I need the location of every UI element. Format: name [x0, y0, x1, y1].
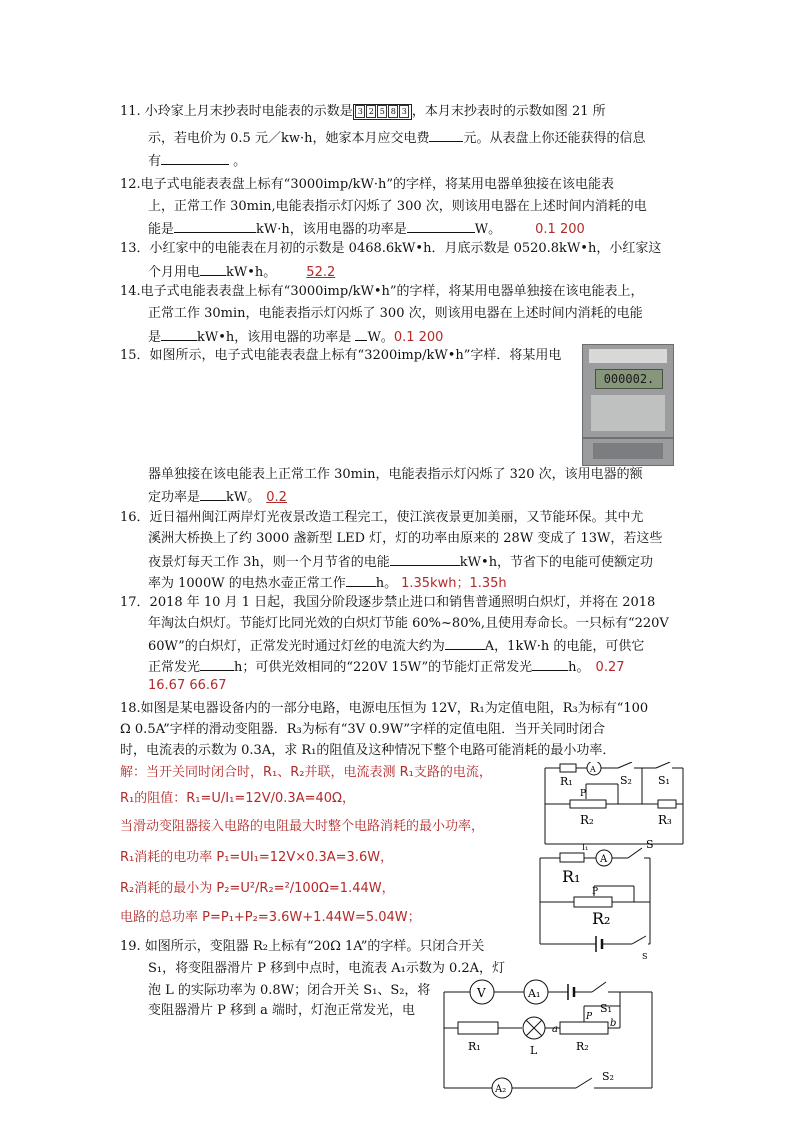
q15-line3 — [148, 487, 287, 507]
label-r2: R₂ — [592, 909, 611, 928]
answer-blank — [355, 327, 367, 341]
q18-line1: 18.如图是某电器设备内的一部分电路，电源电压恒为 12V，R₁为定值电阻，R₃为标有“100 — [120, 701, 649, 716]
q12-line1: 12.电子式电能表表盘上标有“3000imp/kW·h”的字样，将某用电器单独接在该电能表 — [120, 177, 614, 192]
meter-digit: 8 — [388, 105, 398, 118]
label-r1: R₁ — [468, 1040, 481, 1053]
q18-solution-4: R₁消耗的电功率 P₁=UI₁=12V×0.3A=3.6W， — [120, 850, 394, 865]
switch-s-bottom — [632, 936, 646, 944]
answer-blank — [407, 219, 475, 233]
switch-s — [628, 848, 642, 858]
meter-digit: 3 — [355, 105, 365, 118]
q15-text: kW。 — [226, 490, 261, 505]
label-p: P — [592, 887, 599, 897]
circuit-diagram-2 — [538, 838, 666, 962]
q16-text: h。 — [375, 576, 398, 591]
q11-text: 示，若电价为 0.5 元／kw·h，她家本月应交电费 — [148, 131, 430, 146]
label-a: A — [590, 765, 596, 774]
q12-line3 — [148, 219, 585, 239]
q13-line2 — [148, 262, 335, 282]
q13-text: 个月用电 — [148, 265, 201, 280]
q12-line2: 上，正常工作 30min,电能表指示灯闪烁了 300 次，则该用电器在上述时间内消耗的电 — [148, 199, 647, 214]
answer-blank — [161, 151, 229, 165]
label-p: P — [586, 1012, 593, 1022]
q16-text: kW•h，节省下的电能可使额定功 — [459, 555, 654, 570]
q15-text: 定功率是 — [148, 490, 201, 505]
q12-answer: 0.1 200 — [535, 222, 585, 237]
label-r3: R₃ — [658, 813, 672, 827]
label-a1: A₁ — [528, 987, 541, 1000]
q17-answer: 0.27 — [595, 660, 625, 675]
q11-line2 — [148, 128, 645, 148]
q11-text: 。 — [229, 154, 247, 169]
label-v: V — [477, 986, 486, 1000]
circuit-diagram-1 — [540, 762, 688, 848]
label-s2: S₂ — [602, 1070, 614, 1083]
q15-line2: 器单独接在该电能表上正常工作 30min，电能表指示灯闪烁了 320 次，该用电器的额 — [148, 467, 643, 482]
label-a: A — [600, 854, 608, 865]
label-r1: R₁ — [562, 867, 581, 886]
answer-blank — [200, 262, 226, 276]
answer-blank — [346, 573, 376, 587]
q15-line1: 15．如图所示，电子式电能表表盘上标有“3200imp/kW•h”字样．将某用电 — [120, 348, 562, 363]
answer-blank — [200, 487, 226, 501]
q17-line2: 年淘汰白炽灯。节能灯比同光效的白炽灯节能 60%~80%,且使用寿命长。一只标有“220V — [148, 616, 669, 631]
q17-answer-line: 16.67 66.67 — [148, 678, 227, 693]
resistor-r1 — [458, 1022, 498, 1034]
q16-answer: 1.35kwh；1.35h — [401, 576, 507, 591]
label-r2: R₂ — [576, 1040, 589, 1053]
resistor-r1 — [560, 764, 576, 772]
q12-text: W。 — [474, 222, 502, 237]
q16-text: 夜景灯每天工作 3h，则一个月节省的电能 — [148, 555, 390, 570]
q13-text: kW•h。 — [226, 265, 277, 280]
rheostat-r2 — [574, 897, 612, 907]
q19-line3: 泡 L 的实际功率为 0.8W；闭合开关 S₁、S₂，将 — [148, 983, 431, 998]
q12-text: 能是 — [148, 222, 175, 237]
q16-line1: 16．近日福州闽江两岸灯光夜景改造工程完工，使江滨夜景更加美丽，又节能环保。其中尤 — [120, 510, 644, 525]
q17-line1: 17．2018 年 10 月 1 日起，我国分阶段逐步禁止进口和销售普通照明白炽灯，并将在 2018 — [120, 595, 656, 610]
answer-blank — [174, 219, 256, 233]
q16-line3 — [148, 552, 653, 572]
meter-digit: 5 — [377, 105, 387, 118]
q13-line1: 13．小红家中的电能表在月初的示数是 0468.6kW•h．月底示数是 0520.8kW•h，小红家这 — [120, 241, 662, 256]
q19-line2: S₁，将变阻器滑片 P 移到中点时，电流表 A₁示数为 0.2A，灯 — [148, 961, 506, 976]
q16-line2: 溪洲大桥换上了约 3000 盏新型 LED 灯，灯的功率由原来的 28W 变成了 13W，若这些 — [148, 531, 663, 546]
label-s: S — [646, 838, 654, 851]
switch-s1 — [592, 982, 606, 992]
q11-line1 — [120, 103, 606, 121]
label-p: P — [580, 789, 587, 799]
q14-text: kW•h，该用电器的功率是 — [197, 330, 356, 345]
q11-text-a: 11. 小玲家上月末抄表时电能表的示数是 — [120, 104, 353, 119]
rheostat-r2 — [560, 1022, 608, 1034]
switch-s2 — [576, 1078, 592, 1088]
label-a2: A₂ — [495, 1084, 507, 1095]
q18-solution-3: 当滑动变阻器接入电路的电阻最大时整个电路消耗的最小功率， — [120, 819, 485, 834]
label-r1: R₁ — [560, 775, 573, 788]
electric-meter-photo — [582, 344, 674, 466]
rheostat-r2 — [570, 800, 606, 808]
q17-line3 — [148, 636, 644, 656]
q11-text: 有 — [148, 154, 162, 169]
q18-line3: 时，电流表的示数为 0.3A，求 R₁的阻值及这种情况下整个电路可能消耗的最小功率． — [120, 743, 616, 758]
q19-line1: 19. 如图所示，变阻器 R₂上标有“20Ω 1A”的字样。只闭合开关 — [120, 939, 485, 954]
label-a: a — [552, 1024, 558, 1035]
meter-digit: 2 — [366, 105, 376, 118]
label-s2: S₂ — [620, 774, 632, 787]
q16-text: 率为 1000W 的电热水壶正常工作 — [148, 576, 346, 591]
resistor-r3 — [658, 800, 676, 808]
label-s-bottom: S — [642, 952, 648, 961]
label-s1: S₁ — [658, 774, 670, 787]
q18-solution-1: 解：当开关同时闭合时，R₁、R₂并联，电流表测 R₁支路的电流， — [120, 765, 492, 780]
q14-text: W。 — [367, 330, 394, 345]
q13-answer: 52.2 — [306, 265, 336, 280]
answer-blank — [390, 552, 460, 566]
circuit-diagram-3 — [440, 976, 660, 1100]
meter-reading-box — [353, 104, 412, 120]
q17-text: h。 — [568, 660, 590, 675]
answer-blank — [532, 657, 568, 671]
q19-line4: 变阻器滑片 P 移到 a 端时，灯泡正常发光，电 — [148, 1003, 416, 1018]
label-b: b — [610, 1018, 617, 1029]
q15-answer: 0.2 — [266, 490, 287, 505]
switch-s1 — [656, 762, 670, 768]
q18-solution-2: R₁的阻值：R₁=U/I₁=12V/0.3A=40Ω， — [120, 791, 355, 806]
answer-blank — [429, 128, 463, 142]
q14-text: 是 — [148, 330, 162, 345]
q18-line2: Ω 0.5A”字样的滑动变阻器．R₃为标有“3V 0.9W”字样的定值电阻．当开关同时闭合 — [120, 722, 606, 737]
answer-blank — [161, 327, 197, 341]
resistor-r1 — [560, 853, 584, 862]
q14-line2: 正常工作 30min，电能表指示灯闪烁了 300 次，则该用电器在上述时间内消耗的电能 — [148, 306, 643, 321]
label-r2: R₂ — [580, 813, 594, 827]
q11-text-b: ，本月末抄表时的示数如图 21 所 — [411, 104, 606, 119]
q14-line3 — [148, 327, 443, 347]
label-i1: I₁ — [582, 843, 589, 852]
q18-solution-6: 电路的总功率 P=P₁+P₂=3.6W+1.44W=5.04W； — [120, 910, 421, 925]
switch-s2 — [618, 762, 632, 768]
q17-text: h；可供光效相同的“220V 15W”的节能灯正常发光 — [234, 660, 533, 675]
q17-text: 60W”的白炽灯，正常发光时通过灯丝的电流大约为 — [148, 639, 445, 654]
q16-line4 — [148, 573, 507, 593]
q17-text: A，1kW·h 的电能，可供它 — [484, 639, 645, 654]
q12-text: kW·h，该用电器的功率是 — [256, 222, 407, 237]
label-l: L — [530, 1044, 538, 1057]
meter-digit: 3 — [399, 105, 409, 118]
q14-answer: 0.1 200 — [393, 330, 444, 345]
answer-blank — [200, 657, 234, 671]
answer-blank — [445, 636, 485, 650]
label-s1: S₁ — [600, 1002, 612, 1015]
q11-text: 元。从表盘上你还能获得的信息 — [463, 131, 646, 146]
meter-display: 000002. — [595, 369, 663, 389]
q17-line4 — [148, 657, 625, 677]
q17-text: 正常发光 — [148, 660, 201, 675]
q11-line3 — [148, 151, 246, 171]
q18-solution-5: R₂消耗的最小为 P₂=U²/R₂=²/100Ω=1.44W， — [120, 881, 395, 896]
q14-line1: 14.电子式电能表表盘上标有“3000imp/kW•h”的字样，将某用电器单独接在该电能表上， — [120, 284, 644, 299]
